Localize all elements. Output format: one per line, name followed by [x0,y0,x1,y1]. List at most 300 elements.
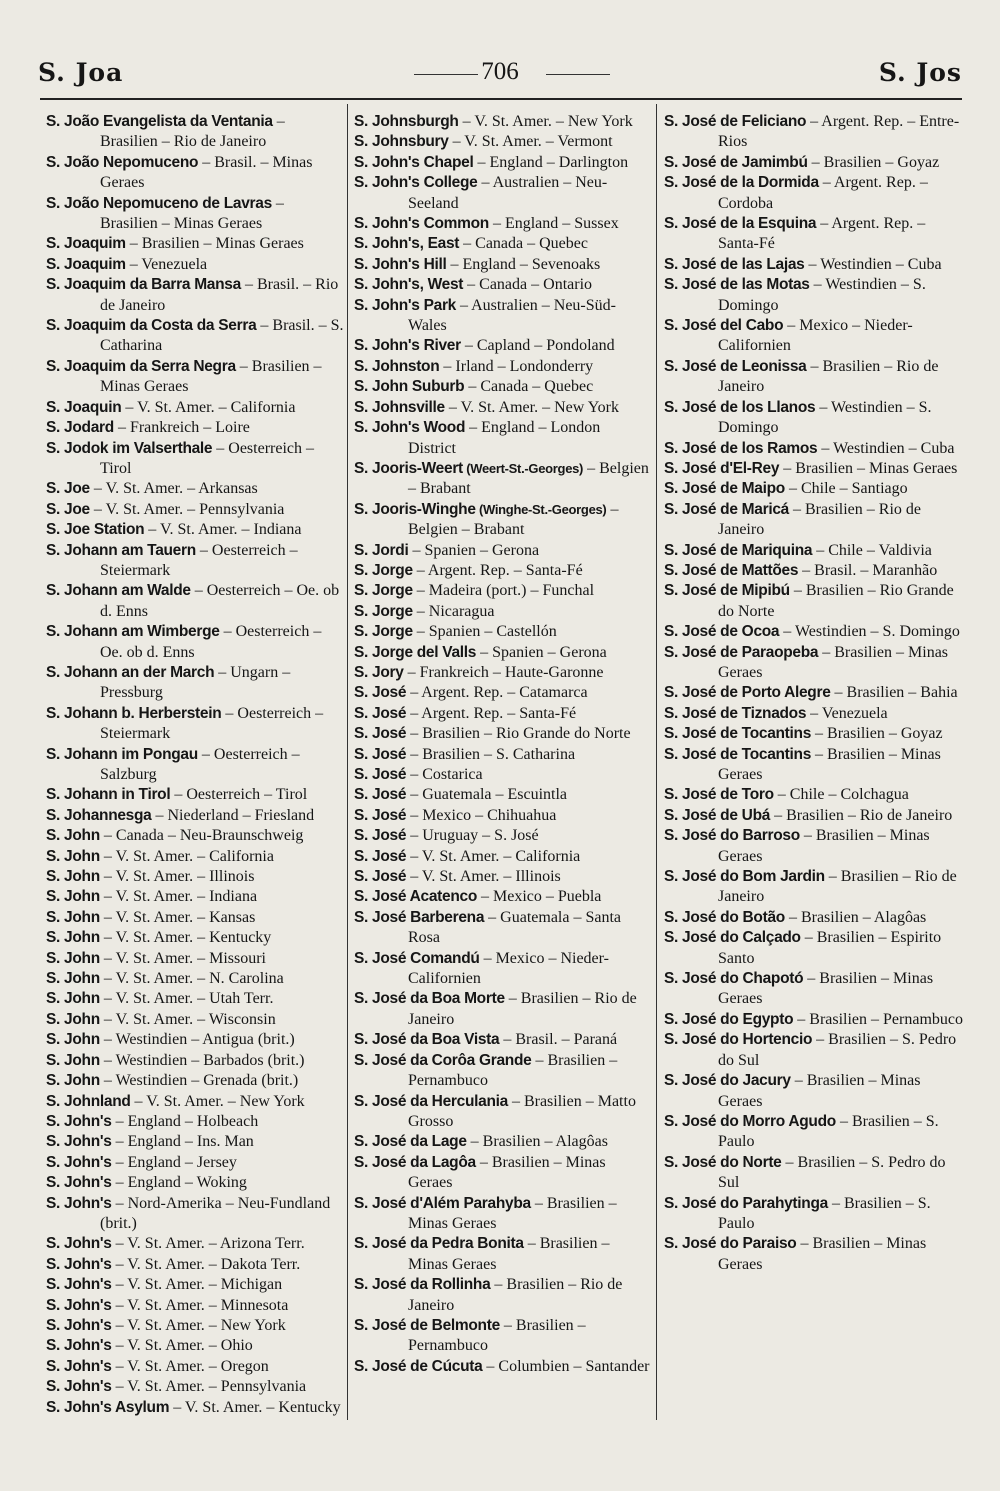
gazetteer-entry [46,275,344,316]
gazetteer-entry [354,704,652,724]
entry-location: – V. St. Amer. – Minnesota [111,1296,289,1314]
gazetteer-entry [354,1275,652,1316]
gazetteer-entry [664,1112,964,1153]
entry-location: – Brasilien – Pernambuco [408,1316,586,1355]
entry-location: – Brasilien – Alagôas [466,1133,608,1151]
entry-location: – England – Jersey [111,1153,237,1171]
entry-place-name: S. Jorge [354,561,413,579]
entry-place-name: S. Johannesga [46,806,152,824]
gazetteer-entry [46,581,344,622]
entry-location: – V. St. Amer. – Kentucky [99,929,272,947]
entry-place-name: S. João Nepomuceno de Lavras [46,194,272,212]
entry-place-name: S. Jorge [354,623,413,641]
gazetteer-entry [664,1153,964,1194]
entry-place-name: S. José de Belmonte [354,1316,500,1334]
gazetteer-entry [664,643,964,684]
entry-place-name: S. José [354,745,407,763]
gazetteer-entry [354,949,652,990]
gazetteer-entry [354,826,652,846]
header-rule [40,98,962,100]
entry-location: – Westindien – Antigua (brit.) [99,1031,295,1049]
gazetteer-entry [46,806,344,826]
entry-place-name: S. José da Lagôa [354,1153,476,1171]
running-head-right: S. Jos [878,58,962,87]
gazetteer-entry [46,1377,344,1397]
entry-location: – Venezuela [806,704,888,722]
entry-place-name: S. José do Botão [664,908,785,926]
entry-location: – Frankreich – Haute-Garonne [403,663,604,681]
entry-location: – England – Darlington [473,153,629,171]
entry-place-name: S. José da Boa Morte [354,990,505,1008]
entry-place-name: S. Joe [46,480,90,498]
gazetteer-entry [46,704,344,745]
entry-place-name: S. John's [46,1316,112,1334]
gazetteer-entry [664,459,964,479]
entry-location: – V. St. Amer. – Illinois [406,868,561,886]
entry-place-name: S. John's [46,1296,112,1314]
gazetteer-entry [46,357,344,398]
entry-place-name: S. John [46,990,100,1008]
entry-location: – Chile – Valdivia [812,541,932,559]
gazetteer-entry [46,1071,344,1091]
entry-place-name: S. José da Boa Vista [354,1031,500,1049]
column-2 [354,112,652,1420]
entry-place-name: S. John's [46,1174,112,1192]
entry-place-name: S. John's [46,1378,112,1396]
entry-location: – Canada – Quebec [459,235,588,253]
entry-place-name: S. Jordi [354,541,409,559]
entry-location: – Brasil. – Paraná [499,1031,618,1049]
entry-location: – Oesterreich – Oe. ob d. Enns [100,582,340,620]
gazetteer-entry [46,234,344,254]
gazetteer-entry [354,1357,652,1377]
entry-location: – V. St. Amer. – California [406,847,581,865]
entry-place-name: S. José da Rollinha [354,1276,491,1294]
gazetteer-entry [354,541,652,561]
gazetteer-entry [354,1132,652,1152]
column-divider-1 [347,104,348,1420]
entry-place-name: S. John [46,847,100,865]
entry-place-name: S. Joaquim da Serra Negra [46,357,236,375]
entry-location: – V. St. Amer. – Indiana [144,521,302,539]
entry-place-name: S. John's [46,1153,112,1171]
entry-location: – Argent. Rep. – Santa-Fé [406,704,577,722]
entry-location: – Brasilien – S. Catharina [406,745,576,763]
entry-location: – Brasilien – Minas Geraes [718,1235,927,1273]
gazetteer-entry [354,1194,652,1235]
entry-location: – Brasilien – Espirito Santo [718,929,942,967]
entry-place-name: S. José de Tiznados [664,704,807,722]
gazetteer-entry [46,928,344,948]
entry-place-name: S. José de Ubá [664,806,771,824]
gazetteer-entry [354,357,652,377]
entry-place-name: S. John's [46,1255,112,1273]
entry-place-name: S. Johann b. Herberstein [46,704,222,722]
entry-location: – V. St. Amer. – Michigan [111,1276,283,1294]
entry-place-name: S. José do Paraiso [664,1235,797,1253]
entry-location: – Brasilien – Goyaz [807,153,940,171]
entry-location: – Belgien – Brabant [408,459,649,498]
entry-location: – Brasilien – Goyaz [811,725,943,743]
gazetteer-entry [354,785,652,805]
gazetteer-entry [354,377,652,397]
entry-place-name: S. John [46,908,100,926]
entry-location: – England – Sussex [488,215,619,233]
entry-location: – Brasilien – Minas Geraes [408,1235,610,1273]
gazetteer-entry [46,969,344,989]
gazetteer-entry [46,520,344,540]
entry-place-name: S. Jorge del Valls [354,643,477,661]
entry-location: – Chile – Santiago [784,480,908,498]
entry-location: – Westindien – Barbados (brit.) [99,1051,305,1069]
entry-location: – Brasilien – Rio de Janeiro [718,500,921,539]
entry-location: – Guatemala – Escuintla [406,786,568,804]
gazetteer-entry [46,398,344,418]
entry-location: – Westindien – Cuba [804,255,942,273]
entry-place-name: S. José do Hortencio [664,1031,813,1049]
entry-location: – Westindien – Grenada (brit.) [99,1072,299,1090]
gazetteer-entry [664,928,964,969]
entry-place-name: S. José [354,827,407,845]
entry-place-name: S. John's [46,1337,112,1355]
gazetteer-entry [354,234,652,254]
gazetteer-entry [354,643,652,663]
entry-location: – Argent. Rep. – Entre-Rios [718,113,960,151]
entry-location: – Brasilien – Rio de Janeiro [408,1276,623,1314]
entry-place-name: S. John [46,1072,100,1090]
gazetteer-entry [354,663,652,683]
gazetteer-entry [354,1030,652,1050]
entry-location: – V. St. Amer. – Kentucky [169,1398,341,1416]
entry-place-name: S. José de la Esquina [664,215,817,233]
entry-location: – England – London District [408,419,601,457]
entry-location: – Brasilien – Bahia [830,684,958,702]
entry-place-name: S. Joaquim [46,235,126,253]
entry-location: – Brasilien – Rio de Janeiro [100,113,285,151]
entry-place-name: S. Jooris-Weert [354,459,463,477]
entry-place-name: S. Johnston [354,357,440,375]
entry-location: – V. St. Amer. – Ohio [111,1337,253,1355]
entry-place-name: S. José [354,684,407,702]
entry-location: – Brasilien – Rio de Janeiro [718,868,957,906]
entry-place-name: S. Jorge [354,602,413,620]
entry-place-name: S. José de Ocoa [664,623,780,641]
gazetteer-entry [46,989,344,1009]
gazetteer-entry [46,194,344,235]
entry-place-name: S. José do Norte [664,1153,782,1171]
entry-location: – England – Ins. Man [111,1133,254,1151]
entry-place-name: S. John [46,868,100,886]
entry-place-name: S. José de Toro [664,786,774,804]
gazetteer-entry [354,459,652,500]
gazetteer-entry [46,826,344,846]
entry-location: – Brasilien – Minas Geraes [100,357,322,396]
entry-place-name: S. José de los Llanos [664,398,816,416]
entry-place-name: S. Joaquim [46,255,126,273]
entry-place-name: S. Joe Station [46,521,145,539]
entry-place-name: S. Johann am Wimberge [46,623,220,641]
gazetteer-entry [46,541,344,582]
gazetteer-entry [664,479,964,499]
entry-location: – Westindien – S. Domingo [718,398,932,437]
entry-location: – Niederland – Friesland [151,806,315,824]
entry-place-name: S. José de Cúcuta [354,1357,483,1375]
entry-place-name: S. José [354,806,407,824]
entry-location: – Mexico – Nieder-Californien [718,317,913,355]
entry-place-name: S. Jooris-Winghe [354,500,476,518]
gazetteer-entry [354,214,652,234]
gazetteer-entry [354,500,652,541]
gazetteer-entry [46,1030,344,1050]
gazetteer-entry [354,1234,652,1275]
entry-place-name: S. João Evangelista da Ventania [46,113,273,130]
gazetteer-entry [46,745,344,786]
entry-place-name: S. José do Egypto [664,1010,794,1028]
entry-place-name: S. Johann im Pongau [46,745,198,763]
gazetteer-entry [354,112,652,132]
entry-location: – V. St. Amer. – New York [111,1316,286,1334]
entry-place-name: S. John's [46,1357,112,1375]
entry-place-name: S. José de Mattões [664,561,799,579]
gazetteer-entry [664,785,964,805]
gazetteer-entry [46,479,344,499]
entry-location: – V. St. Amer. – Kansas [99,908,256,926]
gazetteer-entry [664,867,964,908]
entry-location: – Brasilien – Minas Geraes [718,643,949,681]
entry-location: – Oesterreich – Oe. ob d. Enns [100,623,322,661]
entry-place-name: S. John's, East [354,235,460,253]
entry-place-name: S. Jodok im Valserthale [46,439,213,457]
entry-location: – Oesterreich – Tirol [170,786,308,804]
entry-location: – Brasilien – S. Pedro do Sul [718,1031,957,1069]
entry-location: – Argent. Rep. – Santa-Fé [718,215,926,253]
gazetteer-entry [354,561,652,581]
gazetteer-entry [46,1112,344,1132]
entry-place-name: S. John's Park [354,296,456,314]
entry-place-name: S. Johann an der March [46,663,215,681]
gazetteer-entry [46,1010,344,1030]
gazetteer-entry [46,418,344,438]
entry-location: – Brasilien – Pernambuco [793,1010,964,1028]
entry-place-name: S. John's Hill [354,255,447,273]
entry-location: – Brasilien – Minas Geraes [718,827,930,865]
entry-place-name: S. John [46,827,100,845]
gazetteer-entry [354,847,652,867]
gazetteer-entry [664,153,964,173]
gazetteer-entry [664,969,964,1010]
entry-place-name: S. José Acatenco [354,888,477,906]
entry-location: – Brasilien – Rio Grande do Norte [718,582,954,620]
column-1 [46,112,344,1420]
entry-place-name: S. John [46,1010,100,1028]
gazetteer-entry [354,1316,652,1357]
entry-place-name: S. Johnsburgh [354,113,459,130]
gazetteer-entry [354,275,652,295]
entry-location: – Brasilien – Minas Geraes [408,1194,617,1232]
entry-location: – V. St. Amer. – Arizona Terr. [111,1235,305,1253]
entry-location: – Brasilien – S. Pedro do Sul [718,1153,946,1192]
entry-place-name: S. José de Maricá [664,500,789,518]
gazetteer-entry [664,806,964,826]
column-3 [664,112,964,1420]
entry-location: – V. St. Amer. – California [99,847,274,865]
entry-place-name: S. José Barberena [354,908,485,926]
entry-location: – Chile – Colchagua [773,786,909,804]
entry-place-name: S. José do Calçado [664,929,801,947]
entry-place-name: S. John's [46,1112,112,1130]
entry-place-name: S. John's Chapel [354,153,474,171]
entry-location: – Argent. Rep. – Catamarca [406,684,588,702]
entry-place-name: S. Johnland [46,1092,131,1110]
entry-place-name: S. Joaquim da Barra Mansa [46,276,241,294]
entry-place-name: S. John's [46,1194,112,1212]
entry-place-name: S. José de Mariquina [664,541,813,559]
entry-place-name: S. José d'El-Rey [664,459,780,477]
gazetteer-entry [354,153,652,173]
entry-location: – Canada – Neu-Braunschweig [99,827,304,845]
entry-alt-name: (Winghe-St.-Georges) [475,501,607,517]
entry-place-name: S. José de Porto Alegre [664,684,831,702]
entry-location: – V. St. Amer. – New York [444,398,619,416]
entry-place-name: S. José [354,847,407,865]
gazetteer-entry [354,989,652,1030]
entry-place-name: S. José do Jacury [664,1072,791,1090]
entry-place-name: S. Jorge [354,582,413,600]
entry-place-name: S. José do Morro Agudo [664,1112,836,1130]
gazetteer-entry [46,949,344,969]
running-head-left: S. Joa [38,58,124,87]
entry-location: – Brasilien – Minas Geraes [408,1153,606,1192]
gazetteer-entry [664,398,964,439]
entry-place-name: S. José [354,725,407,743]
entry-place-name: S. José d'Além Parahyba [354,1194,531,1212]
entry-alt-name: (Weert-St.-Georges) [462,460,584,476]
entry-location: – Canada – Ontario [463,276,593,294]
gazetteer-entry [46,867,344,887]
entry-place-name: S. Jodard [46,419,114,437]
gazetteer-entry [664,112,964,153]
gazetteer-entry [664,826,964,867]
entry-place-name: S. John's, West [354,276,464,294]
entry-location: – V. St. Amer. – Wisconsin [99,1010,276,1028]
entry-place-name: S. Joaquim da Costa da Serra [46,317,257,335]
entry-place-name: S. John's Common [354,215,489,233]
gazetteer-entry [46,255,344,275]
entry-location: – Argent. Rep. – Santa-Fé [412,561,583,579]
gazetteer-entry [664,1234,964,1275]
gazetteer-entry [46,1316,344,1336]
entry-location: – Westindien – S. Domingo [779,623,960,641]
entry-location: – Brasilien – Alagôas [784,908,927,926]
header-dash-right [546,74,610,75]
gazetteer-entry [664,357,964,398]
entry-place-name: S. José de Paraopeba [664,643,819,661]
gazetteer-entry [354,908,652,949]
entry-location: – Argent. Rep. – Cordoba [718,174,928,212]
entry-place-name: S. Johnsbury [354,133,449,151]
entry-place-name: S. Joaquin [46,398,122,416]
gazetteer-entry [46,112,344,153]
gazetteer-entry [664,439,964,459]
gazetteer-entry [354,1051,652,1092]
gazetteer-entry [664,561,964,581]
gazetteer-entry [354,1153,652,1194]
gazetteer-entry [46,1357,344,1377]
entry-location: – Brasilien – Rio Grande do Norte [406,725,631,743]
entry-location: – Oesterreich – Steiermark [100,704,324,743]
entry-location: – Nicaragua [412,602,495,620]
entry-location: – V. St. Amer. – Vermont [448,133,613,151]
entry-place-name: S. José [354,786,407,804]
entry-location: – V. St. Amer. – N. Carolina [99,970,284,988]
entry-place-name: S. John Suburb [354,378,465,396]
entry-location: – Brasilien – Minas Geraes [718,1072,921,1110]
entry-location: – Brasilien – Matto Grosso [408,1092,636,1130]
entry-place-name: S. José do Bom Jardin [664,868,825,886]
gazetteer-entry [46,1255,344,1275]
entry-place-name: S. John [46,970,100,988]
gazetteer-entry [664,214,964,255]
entry-location: – Oesterreich – Salzburg [100,745,300,783]
entry-place-name: S. John's River [354,337,461,355]
entry-location: – V. St. Amer. – Illinois [99,868,255,886]
gazetteer-entry [354,622,652,642]
entry-place-name: S. José de Mipibú [664,582,790,600]
entry-location: – Oesterreich – Steiermark [100,541,298,579]
entry-place-name: S. José do Parahytinga [664,1194,828,1212]
gazetteer-entry [46,1398,344,1418]
gazetteer-entry [664,745,964,786]
gazetteer-entry [354,336,652,356]
entry-location: – Venezuela [125,255,208,273]
entry-place-name: S. José [354,704,407,722]
entry-location: – Brasilien – Rio de Janeiro [718,357,939,396]
entry-place-name: S. Jory [354,663,404,681]
gazetteer-entry [664,255,964,275]
entry-location: – V. St. Amer. – Dakota Terr. [111,1255,301,1273]
gazetteer-entry [354,581,652,601]
entry-location: – V. St. Amer. – Arkansas [89,480,258,498]
entry-location: – England – Woking [111,1174,247,1192]
gazetteer-entry [354,173,652,214]
entry-location: – Brasil. – S. Catharina [100,317,344,355]
gazetteer-entry [664,581,964,622]
entry-location: – Spanien – Gerona [408,541,540,559]
gazetteer-entry [664,622,964,642]
entry-location: – Brasilien – Minas Geraes [718,745,941,783]
entry-location: – Mexico – Nieder-Californien [408,949,609,988]
entry-location: – Mexico – Puebla [476,888,602,906]
gazetteer-entry [664,316,964,357]
entry-location: – V. St. Amer. – Indiana [99,888,258,906]
gazetteer-entry [46,887,344,907]
entry-place-name: S. John [46,888,100,906]
gazetteer-entry [46,1234,344,1254]
entry-place-name: S. José de las Motas [664,276,810,294]
gazetteer-entry [664,704,964,724]
entry-place-name: S. José do Chapotó [664,970,804,988]
entry-location: – V. St. Amer. – Pennsylvania [89,500,285,518]
entry-location: – Brasilien – S. Paulo [718,1194,931,1232]
entry-location: – V. St. Amer. – Oregon [111,1357,269,1375]
entry-place-name: S. John's [46,1276,112,1294]
entry-location: – V. St. Amer. – New York [458,113,633,130]
entry-location: – Australien – Neu-Süd-Wales [408,296,616,335]
entry-place-name: S. John's Asylum [46,1398,170,1416]
entry-location: – V. St. Amer. – Utah Terr. [99,990,274,1008]
gazetteer-entry [46,1132,344,1152]
entry-location: – Capland – Pondoland [460,337,615,355]
